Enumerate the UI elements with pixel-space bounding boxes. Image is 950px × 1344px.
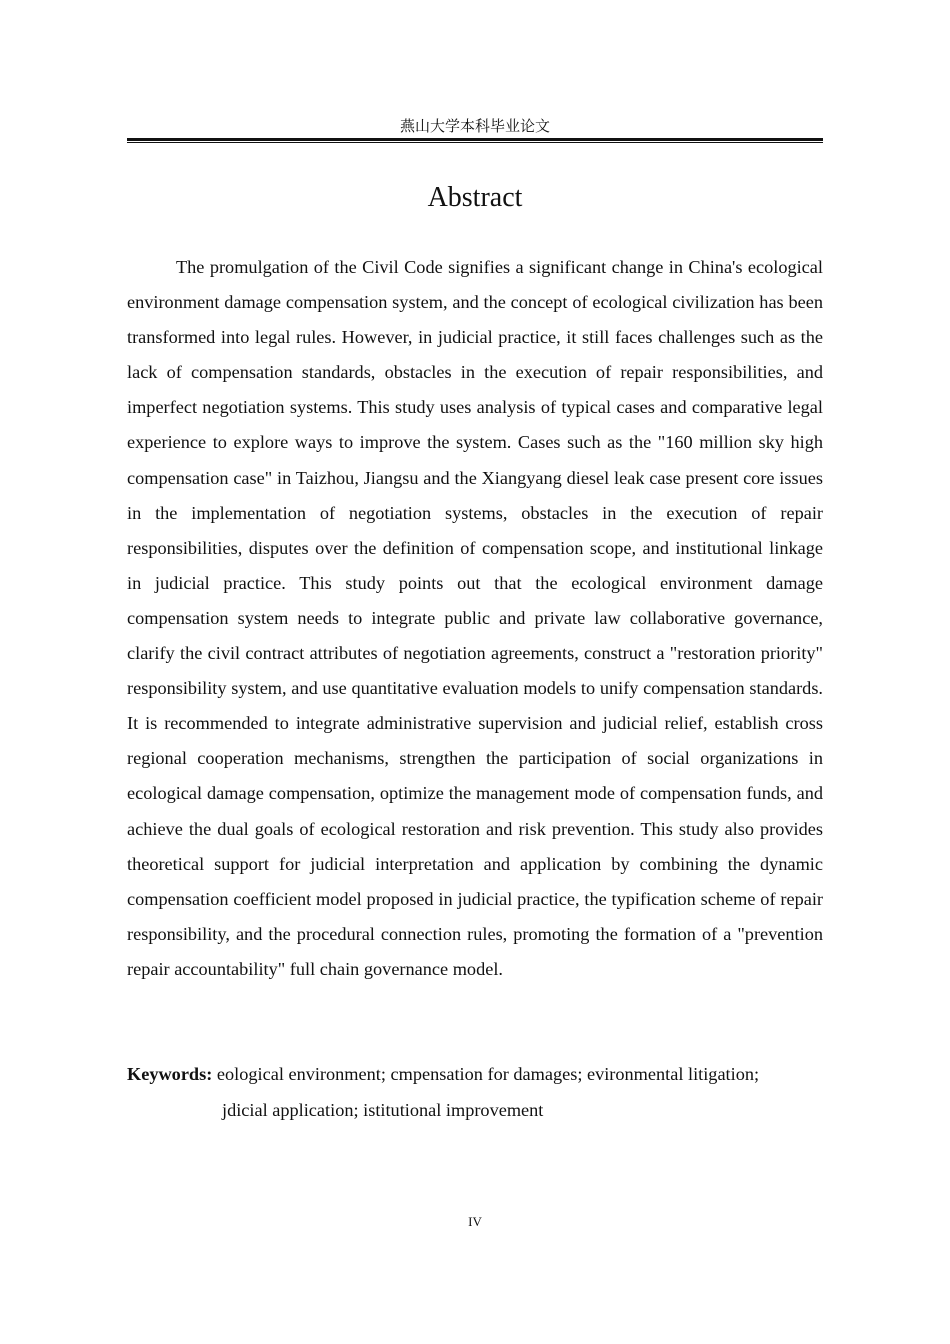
header-rule-thick bbox=[127, 138, 823, 141]
running-header: 燕山大学本科毕业论文 bbox=[399, 117, 550, 135]
keywords-block bbox=[127, 1057, 823, 1128]
header-rule-thin bbox=[127, 142, 823, 143]
page-number: IV bbox=[468, 1214, 482, 1229]
abstract-body: The promulgation of the Civil Code signifies a significant change in China's ecological environment damage compensation system, and the concept of ecological civilization has been transformed into legal rules. However, in judicial practice, it still faces challenges such as the lack of compensation standards, obstacles in the execution of repair responsibilities, and imperfect negotiation systems. This study uses analysis of typical cases and comparative legal experience to explore ways to improve the system. Cases such as the "160 million sky high compensation case" in Taizhou, Jiangsu and the Xiangyang diesel leak case present core issues in the implementation of negotiation systems, obstacles in the execution of repair responsibilities, disputes over the definition of compensation scope, and institutional linkage in judicial practice. This study points out that the ecological environment damage compensation system needs to integrate public and private law collaborative governance, clarify the civil contract attributes of negotiation agreements, construct a "restoration priority" responsibility system, and use quantitative evaluation models to unify compensation standards. It is recommended to integrate administrative supervision and judicial relief, establish cross regional cooperation mechanisms, strengthen the participation of social organizations in ecological damage compensation, optimize the management mode of compensation funds, and achieve the dual goals of ecological restoration and risk prevention. This study also provides theoretical support for judicial interpretation and application by combining the dynamic compensation coefficient model proposed in judicial practice, the typification scheme of repair responsibility, and the procedural connection rules, promoting the formation of a "prevention repair accountability" full chain governance model. bbox=[127, 257, 823, 979]
keywords-line-1: eological environment; cmpensation for damages; evironmental litigation; bbox=[216, 1064, 760, 1084]
keywords-label: Keywords: bbox=[127, 1064, 213, 1084]
abstract-title: Abstract bbox=[427, 182, 523, 213]
keywords-line-2: jdicial application; istitutional improvement bbox=[222, 1099, 544, 1120]
